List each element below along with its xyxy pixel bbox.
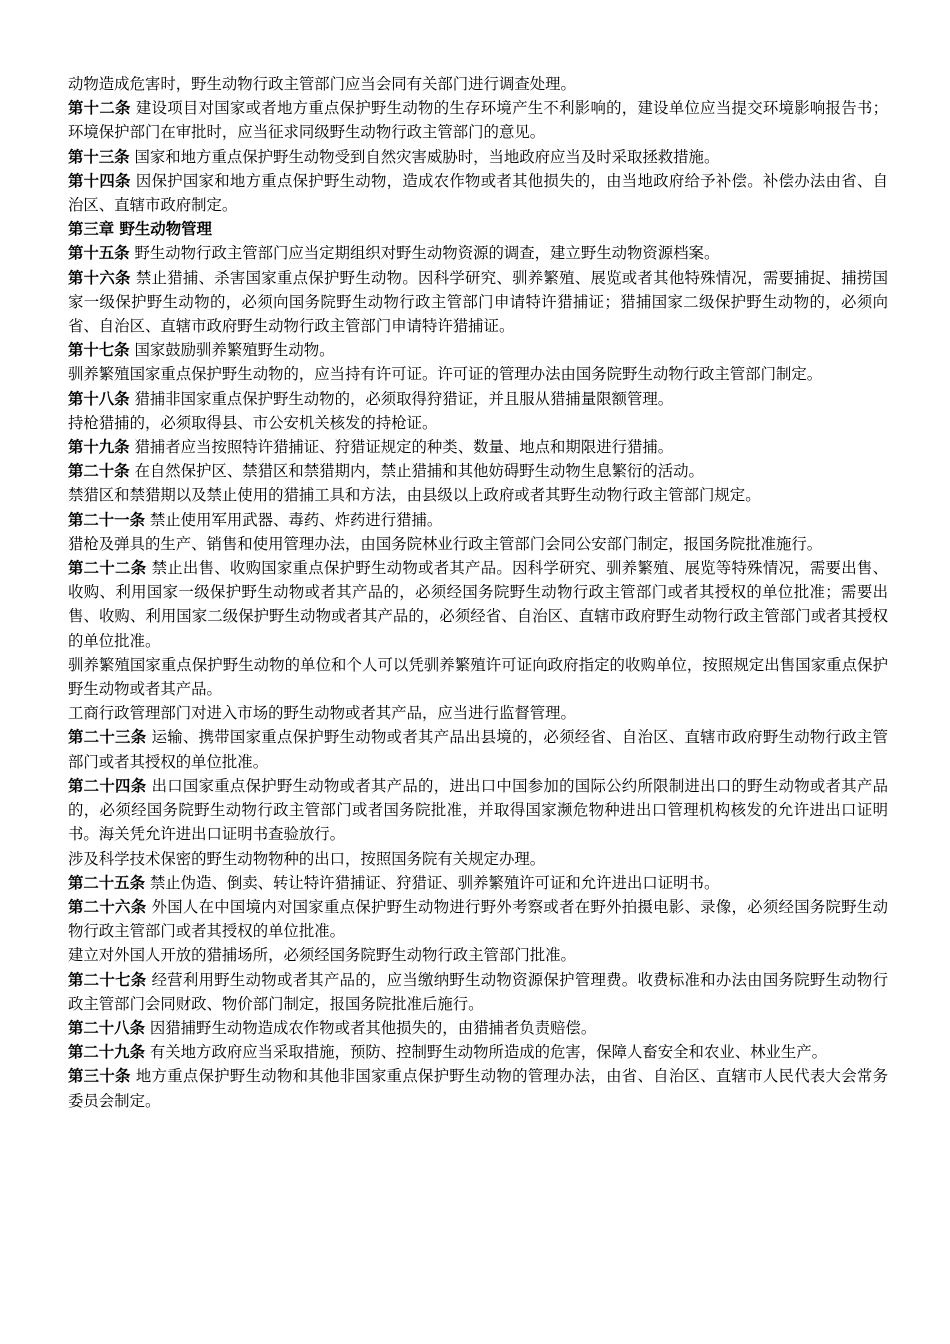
article-paragraph bbox=[68, 774, 888, 847]
article-paragraph bbox=[68, 145, 888, 169]
article-number: 第二十九条 bbox=[68, 1043, 145, 1062]
body-paragraph: 猎枪及弹具的生产、销售和使用管理办法，由国务院林业行政主管部门会同公安部门制定，报国务院批准施行。 bbox=[68, 534, 823, 553]
body-paragraph: 建立对外国人开放的猎捕场所，必须经国务院野生动物行政主管部门批准。 bbox=[68, 946, 576, 965]
body-paragraph: 持枪猎捕的，必须取得县、市公安机关核发的持枪证。 bbox=[68, 413, 438, 432]
article-number: 第十八条 bbox=[68, 389, 130, 408]
article-number: 第二十八条 bbox=[68, 1018, 145, 1037]
article-text: 地方重点保护野生动物和其他非国家重点保护野生动物的管理办法，由省、自治区、直辖市人民代表大会常务委员会制定。 bbox=[68, 1067, 888, 1110]
article-paragraph bbox=[68, 169, 888, 217]
article-text: 猎捕非国家重点保护野生动物的，必须取得狩猎证，并且服从猎捕量限额管理。 bbox=[134, 389, 674, 408]
article-text: 野生动物行政主管部门应当定期组织对野生动物资源的调查，建立野生动物资源档案。 bbox=[134, 244, 720, 263]
article-paragraph bbox=[68, 241, 888, 265]
article-number: 第二十四条 bbox=[68, 776, 147, 795]
article-text: 禁止出售、收购国家重点保护野生动物或者其产品。因科学研究、驯养繁殖、展览等特殊情况，需要出售、收购、利用国家一级保护野生动物或者其产品的，必须经国务院野生动物行政主管部门或者其授权的单位批准；需要出售、收购、利用国家二级保护野生动物或者其产品的，必须经省、自治区、直辖市政府野生动物行政主管部门或者其授权的单位批准。 bbox=[68, 559, 888, 650]
article-paragraph bbox=[68, 968, 888, 1016]
article-text: 外国人在中国境内对国家重点保护野生动物进行野外考察或者在野外拍摄电影、录像，必须经国务院野生动物行政主管部门或者其授权的单位批准。 bbox=[68, 897, 888, 941]
body-paragraph: 禁猎区和禁猎期以及禁止使用的猎捕工具和方法，由县级以上政府或者其野生动物行政主管部门规定。 bbox=[68, 486, 761, 505]
document-page bbox=[68, 72, 888, 1113]
article-paragraph bbox=[68, 1064, 888, 1112]
article-paragraph bbox=[68, 387, 888, 411]
article-number: 第十二条 bbox=[68, 99, 131, 118]
body-paragraph: 涉及科学技术保密的野生动物物种的出口，按照国务院有关规定办理。 bbox=[68, 849, 546, 868]
article-paragraph bbox=[68, 871, 888, 895]
chapter-heading: 第三章 野生动物管理 bbox=[68, 220, 212, 239]
article-number: 第十五条 bbox=[68, 244, 130, 263]
article-text: 禁止使用军用武器、毒药、炸药进行猎捕。 bbox=[149, 510, 443, 529]
article-number: 第二十二条 bbox=[68, 559, 147, 578]
article-number: 第十七条 bbox=[68, 341, 130, 360]
article-number: 第二十五条 bbox=[68, 873, 145, 892]
article-text: 因保护国家和地方重点保护野生动物，造成农作物或者其他损失的，由当地政府给予补偿。补偿办法由省、自治区、直辖市政府制定。 bbox=[68, 171, 888, 215]
article-text: 禁止伪造、倒卖、转让特许猎捕证、狩猎证、驯养繁殖许可证和允许进出口证明书。 bbox=[149, 873, 720, 892]
article-text: 在自然保护区、禁猎区和禁猎期内，禁止猎捕和其他妨碍野生动物生息繁衍的活动。 bbox=[134, 462, 704, 481]
article-text: 国家和地方重点保护野生动物受到自然灾害威胁时，当地政府应当及时采取拯救措施。 bbox=[134, 147, 720, 166]
article-number: 第十四条 bbox=[68, 171, 131, 190]
body-paragraph: 工商行政管理部门对进入市场的野生动物或者其产品，应当进行监督管理。 bbox=[68, 704, 576, 723]
article-number: 第十三条 bbox=[68, 147, 130, 166]
article-text: 禁止猎捕、杀害国家重点保护野生动物。因科学研究、驯养繁殖、展览或者其他特殊情况，需要捕捉、捕捞国家一级保护野生动物的，必须向国务院野生动物行政主管部门申请特许猎捕证；猎捕国家二级保护野生动物的，必须向省、自治区、直辖市政府野生动物行政主管部门申请特许猎捕证。 bbox=[68, 268, 888, 336]
article-paragraph bbox=[68, 338, 888, 362]
body-paragraph: 驯养繁殖国家重点保护野生动物的单位和个人可以凭驯养繁殖许可证向政府指定的收购单位，按照规定出售国家重点保护野生动物或者其产品。 bbox=[68, 655, 888, 699]
article-number: 第十九条 bbox=[68, 438, 130, 457]
article-paragraph bbox=[68, 266, 888, 339]
article-paragraph bbox=[68, 1040, 888, 1064]
article-number: 第三十条 bbox=[68, 1067, 131, 1086]
article-number: 第二十一条 bbox=[68, 510, 145, 529]
article-number: 第二十三条 bbox=[68, 728, 147, 747]
article-text: 猎捕者应当按照特许猎捕证、狩猎证规定的种类、数量、地点和期限进行猎捕。 bbox=[134, 438, 674, 457]
article-text: 有关地方政府应当采取措施，预防、控制野生动物所造成的危害，保障人畜安全和农业、林业生产。 bbox=[149, 1043, 828, 1062]
article-number: 第十六条 bbox=[68, 268, 131, 287]
body-paragraph: 驯养繁殖国家重点保护野生动物的，应当持有许可证。许可证的管理办法由国务院野生动物行政主管部门制定。 bbox=[68, 365, 823, 384]
article-number: 第二十条 bbox=[68, 462, 130, 481]
article-paragraph bbox=[68, 895, 888, 943]
article-text: 运输、携带国家重点保护野生动物或者其产品出县境的，必须经省、自治区、直辖市政府野生动物行政主管部门或者其授权的单位批准。 bbox=[68, 728, 888, 771]
article-paragraph bbox=[68, 96, 888, 144]
article-text: 建设项目对国家或者地方重点保护野生动物的生存环境产生不利影响的，建设单位应当提交环境影响报告书；环境保护部门在审批时，应当征求同级野生动物行政主管部门的意见。 bbox=[68, 99, 888, 142]
article-text: 因猎捕野生动物造成农作物或者其他损失的，由猎捕者负责赔偿。 bbox=[149, 1018, 597, 1037]
article-text: 经营利用野生动物或者其产品的，应当缴纳野生动物资源保护管理费。收费标准和办法由国务院野生动物行政主管部门会同财政、物价部门制定，报国务院批准后施行。 bbox=[68, 970, 888, 1013]
article-number: 第二十七条 bbox=[68, 970, 147, 989]
article-text: 国家鼓励驯养繁殖野生动物。 bbox=[134, 341, 335, 360]
article-paragraph bbox=[68, 1016, 888, 1040]
article-paragraph bbox=[68, 556, 888, 653]
body-paragraph: 动物造成危害时，野生动物行政主管部门应当会同有关部门进行调查处理。 bbox=[68, 75, 576, 93]
article-paragraph bbox=[68, 435, 888, 459]
article-number: 第二十六条 bbox=[68, 897, 147, 916]
article-paragraph bbox=[68, 508, 888, 532]
article-paragraph bbox=[68, 459, 888, 483]
article-paragraph bbox=[68, 725, 888, 773]
article-text: 出口国家重点保护野生动物或者其产品的，进出口中国参加的国际公约所限制进出口的野生动物或者其产品的，必须经国务院野生动物行政主管部门或者国务院批准，并取得国家濒危物种进出口管理机构核发的允许进出口证明书。海关凭允许进出口证明书查验放行。 bbox=[68, 776, 888, 844]
